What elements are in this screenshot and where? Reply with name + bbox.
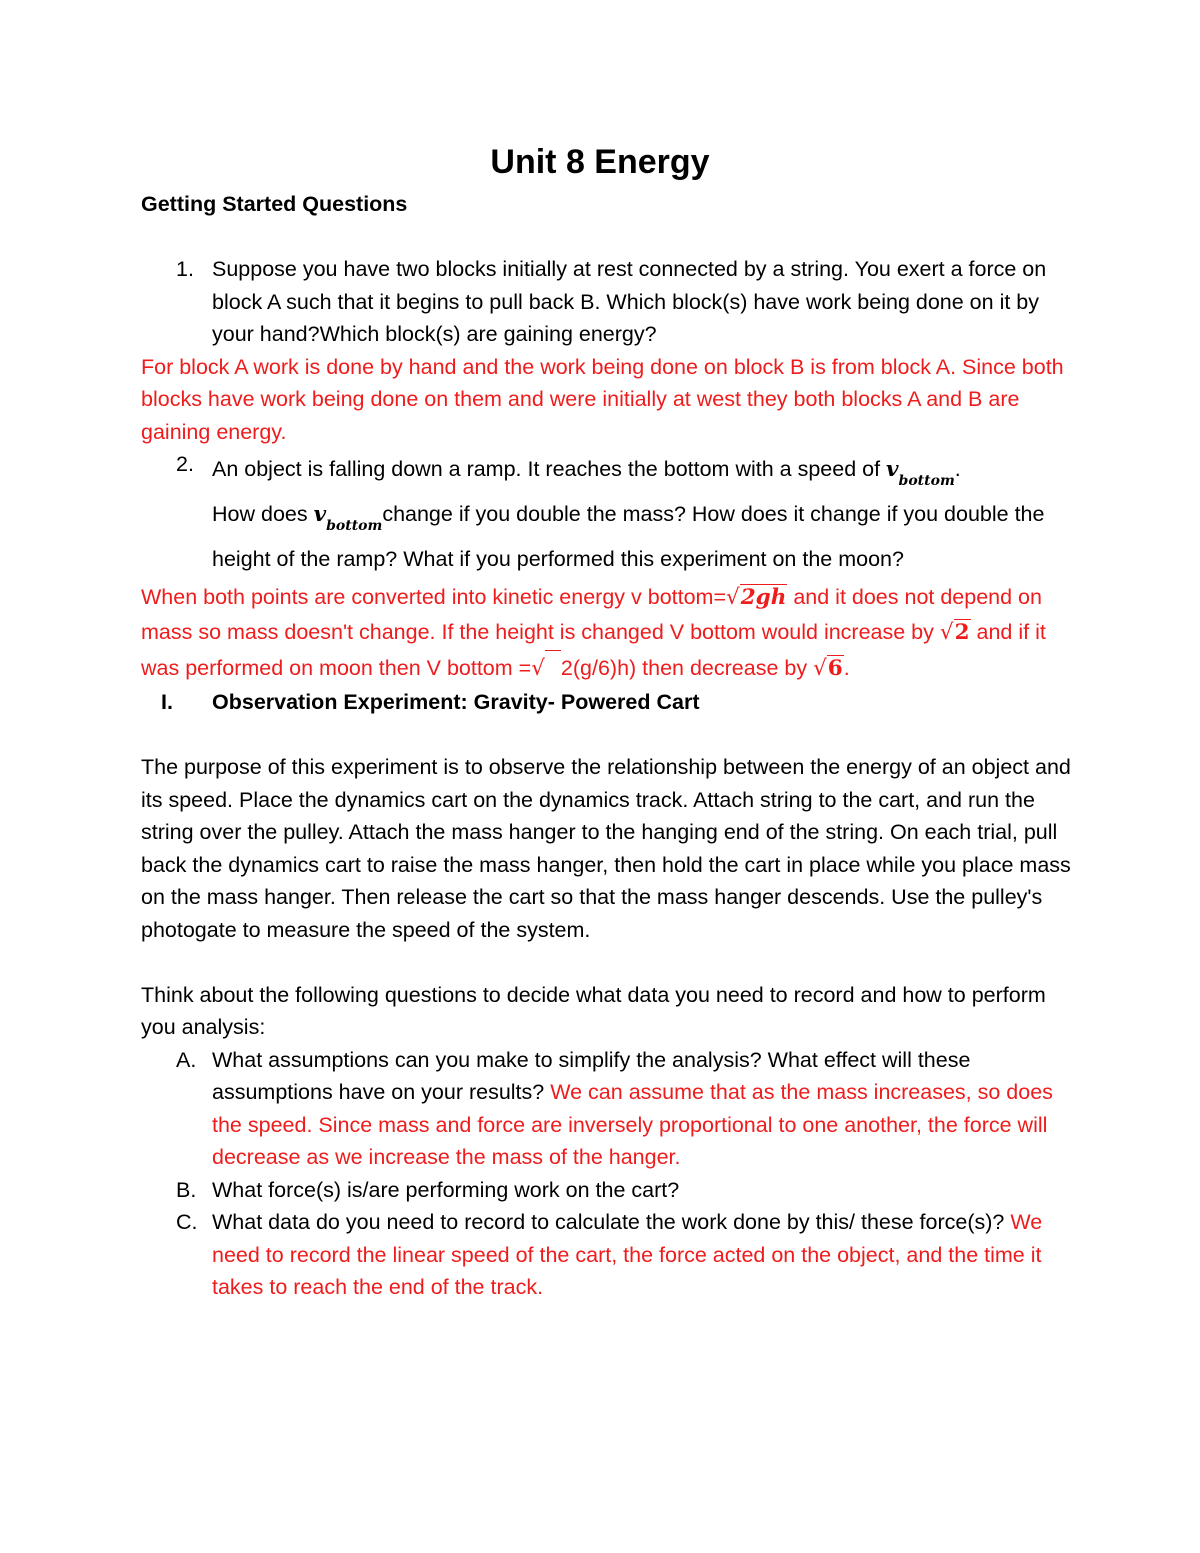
list-answer: We need to record the linear speed of the cart, the force acted on the object, and the time it takes to reach the end of the track. — [212, 1210, 1043, 1299]
sqrt-expression: √2gh — [726, 585, 787, 610]
section-number: I. — [161, 690, 173, 714]
sqrt-radicand: 2gh — [740, 585, 787, 610]
sqrt-expression: √6 — [813, 656, 843, 681]
list-item-c — [141, 1206, 1071, 1304]
sqrt-expression: √ — [531, 650, 561, 686]
list-item-b — [141, 1174, 1071, 1207]
question-text: . — [954, 457, 961, 481]
section-heading — [141, 686, 1071, 719]
paragraph-purpose: The purpose of this experiment is to observe the relationship between the energy of an object and its speed. Place the dynamics cart on the dynamics track. Attach string to the cart, and run the string over the pulley. Attach the mass hanger to the hanging end of the string. On each trial, pull back the dynamics cart to raise the mass hanger, then hold the cart in place while you place mass on the mass hanger. Then release the cart so that the mass hanger descends. Use the pulley's photogate to measure the speed of the system. — [141, 755, 1071, 942]
document-body — [141, 253, 1071, 1304]
answer-text: and if it was performed on moon then V bottom = — [141, 620, 1046, 680]
answer-text: and it does not depend on mass so mass doesn't change. If the height is changed V bottom would increase by — [141, 585, 1042, 644]
page-title: Unit 8 Energy — [490, 143, 710, 181]
list-letter: C. — [176, 1210, 198, 1234]
math-variable: v — [886, 457, 899, 482]
math-subscript: bottom — [898, 473, 955, 489]
question-2 — [141, 448, 1071, 580]
answer-2 — [141, 580, 1071, 686]
answer-text: . — [843, 656, 850, 680]
paragraph-instructions: Think about the following questions to decide what data you need to record and how to perform you analysis: — [141, 982, 1046, 1039]
answer-text: When both points are converted into kinetic energy v bottom= — [141, 585, 727, 609]
list-answer: We can assume that as the mass increases, so does the speed. Since mass and force are inversely proportional to one another, the force will decrease as we increase the mass of the hanger. — [212, 1080, 1053, 1169]
list-question: What force(s) is/are performing work on the cart? — [212, 1177, 680, 1202]
question-number: 1. — [176, 257, 194, 281]
list-letter: A. — [176, 1047, 197, 1072]
sqrt-radicand: 6 — [827, 656, 843, 681]
question-text: An object is falling down a ramp. It reaches the bottom with a speed of — [212, 457, 887, 481]
math-subscript: bottom — [326, 518, 383, 534]
list-letter: B. — [176, 1177, 197, 1202]
answer-1: For block A work is done by hand and the work being done on block B is from block A. Since both blocks have work being done on them and were initially at west they both blocks A and B are gaining energy. — [141, 354, 1064, 444]
answer-text: 2(g/6)h) then decrease by — [560, 656, 814, 680]
sqrt-expression: √2 — [939, 620, 970, 645]
question-number: 2. — [176, 452, 194, 476]
list-question: What data do you need to record to calculate the work done by this/ these force(s)? — [212, 1210, 1011, 1234]
question-text: Suppose you have two blocks initially at rest connected by a string. You exert a force on block A such that it begins to pull back B. Which block(s) have work being done on it by your hand?Which block(s) are gaining energy? — [212, 257, 1047, 346]
list-question: What assumptions can you make to simplify the analysis? What effect will these assumptions have on your results? — [212, 1047, 971, 1104]
sqrt-radicand: 2 — [954, 620, 970, 645]
section-subtitle: Getting Started Questions — [141, 192, 408, 216]
question-1 — [141, 253, 1071, 351]
question-text: How does — [212, 502, 314, 526]
section-title: Observation Experiment: Gravity- Powered Cart — [212, 690, 700, 714]
list-item-a — [141, 1044, 1071, 1174]
question-text: change if you double the mass? How does it change if you double the height of the ramp? What if you performed this experiment on the moon? — [212, 502, 1045, 571]
math-variable: v — [313, 502, 327, 527]
